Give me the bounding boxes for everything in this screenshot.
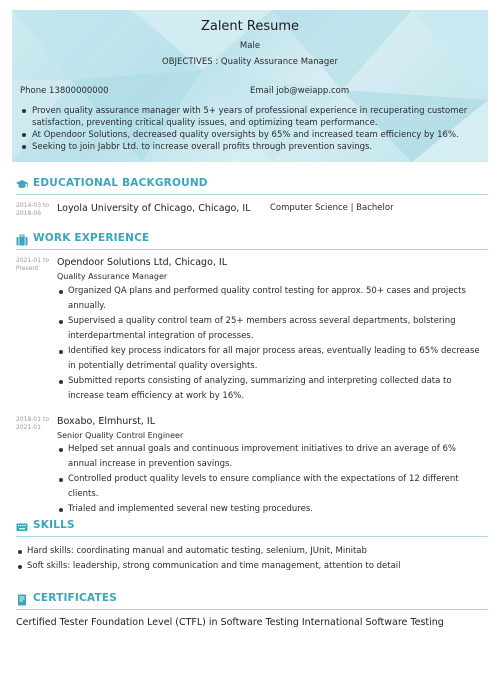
job-role: Quality Assurance Manager bbox=[57, 272, 168, 281]
date-end: 2021-01 bbox=[16, 424, 42, 431]
list-item: Submitted reports consisting of analyzing, summarizing and interpreting collected data to increase team efficiency at work by 16%. bbox=[57, 374, 487, 404]
graduation-cap-icon bbox=[16, 179, 28, 191]
list-item: Identified key process indicators for all major process areas, eventually leading to 65% decrease in potentially detrimental quality oversights. bbox=[57, 344, 487, 374]
work-section-header bbox=[16, 231, 488, 250]
resume-header bbox=[12, 10, 488, 162]
list-item: Hard skills: coordinating manual and automatic testing, selenium, JUnit, Minitab bbox=[16, 544, 486, 559]
work-title: WORK EXPERIENCE bbox=[33, 232, 150, 244]
candidate-email: Email job@weiapp.com bbox=[250, 86, 350, 96]
candidate-phone: Phone 13800000000 bbox=[20, 86, 109, 96]
job-role: Senior Quality Control Engineer bbox=[57, 431, 184, 440]
certificate-icon bbox=[16, 594, 28, 606]
skills-title: SKILLS bbox=[33, 519, 75, 531]
certificates-title: CERTIFICATES bbox=[33, 592, 117, 604]
skills-section-header bbox=[16, 518, 488, 537]
job-date bbox=[16, 257, 56, 273]
date-start: 2021-01 to bbox=[16, 257, 49, 264]
list-item: Trialed and implemented several new testing procedures. bbox=[57, 502, 487, 517]
school-name: Loyola University of Chicago, Chicago, IL bbox=[57, 203, 251, 214]
company-name: Boxabo, Elmhurst, IL bbox=[57, 416, 156, 427]
list-item: Controlled product quality levels to ensure compliance with the expectations of 12 different clients. bbox=[57, 472, 487, 502]
skills-list bbox=[16, 544, 486, 574]
date-start: 2014-03 to bbox=[16, 202, 49, 209]
summary-item: Seeking to join Jabbr Ltd. to increase overall profits through prevention savings. bbox=[20, 141, 480, 153]
candidate-name: Zalent Resume bbox=[200, 19, 300, 34]
list-item: Soft skills: leadership, strong communication and time management, attention to detail bbox=[16, 559, 486, 574]
keyboard-icon bbox=[16, 521, 28, 533]
job-date bbox=[16, 416, 56, 432]
education-date bbox=[16, 202, 56, 218]
major-degree: Computer Science | Bachelor bbox=[270, 203, 394, 213]
list-item: Organized QA plans and performed quality control testing for approx. 50+ cases and projects annually. bbox=[57, 284, 487, 314]
candidate-objective: OBJECTIVES : Quality Assurance Manager bbox=[162, 57, 338, 67]
certificates-section-header bbox=[16, 591, 488, 610]
job-bullets bbox=[57, 284, 487, 404]
candidate-gender: Male bbox=[239, 41, 261, 51]
date-end: 2018-06 bbox=[16, 210, 42, 217]
education-section-header bbox=[16, 176, 488, 195]
certificate-item: Certified Tester Foundation Level (CTFL) in Software Testing International Software Testing bbox=[16, 617, 444, 628]
date-end: Present bbox=[16, 265, 39, 272]
job-bullets bbox=[57, 442, 487, 517]
summary-item: At Opendoor Solutions, decreased quality oversights by 65% and increased team efficiency by 16%. bbox=[20, 129, 480, 141]
education-title: EDUCATIONAL BACKGROUND bbox=[33, 177, 208, 189]
company-name: Opendoor Solutions Ltd, Chicago, IL bbox=[57, 257, 228, 268]
list-item: Helped set annual goals and continuous improvement initiatives to drive an average of 6% annual increase in prevention savings. bbox=[57, 442, 487, 472]
briefcase-icon bbox=[16, 234, 28, 246]
summary-item: Proven quality assurance manager with 5+ years of professional experience in recuperating customer satisfaction, preventing critical quality issues, and optimizing team performance. bbox=[20, 105, 480, 129]
date-start: 2018-01 to bbox=[16, 416, 49, 423]
list-item: Supervised a quality control team of 25+ members across several departments, bolstering interdepartmental integration of processes. bbox=[57, 314, 487, 344]
summary-list bbox=[20, 105, 480, 153]
